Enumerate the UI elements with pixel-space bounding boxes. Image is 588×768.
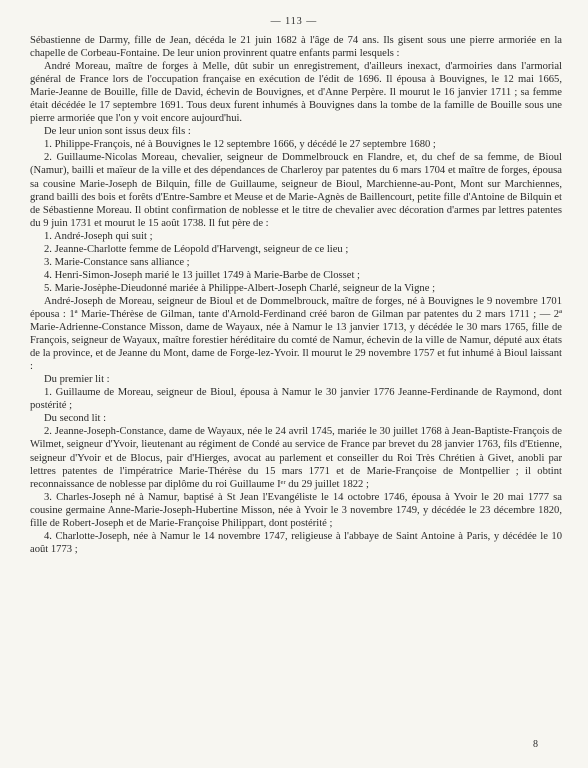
paragraph: De leur union sont issus deux fils : xyxy=(44,126,191,138)
paragraph: 1. Philippe-François, né à Bouvignes le 12 septembre 1666, y décédé le 27 septembre 1680 ; xyxy=(44,139,436,151)
paragraph: 1. André-Joseph qui suit ; xyxy=(44,230,153,242)
paragraph: 3. Marie-Constance sans alliance ; xyxy=(44,256,190,268)
paragraph: André-Joseph de Moreau, seigneur de Bioul et de Dommelbrouck, maître de forges, né à Bouvignes le 9 novembre 1701 épousa : 1ª Marie-Thérèse de Gilman, tante d'Arnold-Ferdinand créé baron de Gilman par patentes du 2 mars 1711 ; — 2ª Marie-Adrienne-Constance Misson, dame de Wayaux, née à Namur le 13 janvier 1713, y décédée le 30 mars 1765, fille de François, seigneur de Wayaux, maître forestier héréditaire du comté de Namur, échevin de la ville de Namur, député aux états de la province, et de Jeanne du Mont, dame de Forge-lez-Yvoir. Il mourut le 29 novembre 1757 et fut inhumé à Bioul laissant : xyxy=(30,295,562,373)
paragraph: André Moreau, maître de forges à Melle, dût subir un enregistrement, d'ailleurs inexact, d'armoiries dans l'armorial général de France lors de l'occupation française en exécution de l'édit de 1696. Il épousa à Bouvignes, le 12 mai 1665, Marie-Jeanne de Bouille, fille de David, échevin de Bouvignes, et d'Anne Perpère. Il mourut le 16 janvier 1711 ; sa femme était décédée le 17 septembre 1691. Tous deux furent inhumés à Bouvignes dans la tombe de la famille de Bouille sous une pierre armoriée que l'on y voit encore aujourd'hui. xyxy=(30,61,562,125)
paragraph: 4. Henri-Simon-Joseph marié le 13 juillet 1749 à Marie-Barbe de Closset ; xyxy=(44,269,360,281)
paragraph: 3. Charles-Joseph né à Namur, baptisé à St Jean l'Evangéliste le 14 octobre 1746, épousa à Yvoir le 20 mai 1777 sa cousine germaine Anne-Marie-Joseph-Hubertine Misson, née à Yvoir le 3 novembre 1749, y décédée le 23 décembre 1820, fille de Robert-Joseph et de Marie-Françoise Philippart, dont postérité ; xyxy=(30,491,562,529)
paragraph: 2. Jeanne-Joseph-Constance, dame de Wayaux, née le 24 avril 1745, mariée le 30 juillet 1768 à Jean-Baptiste-François de Wilmet, seigneur d'Yvoir, lieutenant au régiment de Condé au service de France par brevet du 28 janvier 1763, fils d'Etienne, seigneur d'Yvoir et de Blocus, pair d'Hierges, avocat au parlement et conseiller du Roi Très Chrétien à Givet, anobli par lettres patentes de l'impératrice Marie-Thérèse du 15 mars 1771 et de Marie-Françoise de Montpellier ; il obtint reconnaissance de noblesse par diplôme du roi Guillaume Iᵉʳ du 29 juillet 1822 ; xyxy=(30,426,562,490)
paragraph: Sébastienne de Darmy, fille de Jean, décéda le 21 juin 1682 à l'âge de 74 ans. Ils gisent sous une pierre armoriée en la chapelle de Corbeau-Fontaine. De leur union provinrent quatre enfants parmi lesquels : xyxy=(30,35,562,60)
paragraph: 1. Guillaume de Moreau, seigneur de Bioul, épousa à Namur le 30 janvier 1776 Jeanne-Ferdinande de Raymond, dont postérité ; xyxy=(30,387,562,412)
document-body xyxy=(30,34,562,556)
paragraph: 2. Guillaume-Nicolas Moreau, chevalier, seigneur de Dommelbrouck en Flandre, et, du chef de sa femme, de Bioul (Namur), bailli et maïeur de la ville et des dépendances de Charleroy par patentes du 6 mars 1704 et maître de forges, épousa sa cousine Marie-Joseph de Bilquin, fille de Guillaume, seigneur de Bioul, Marchienne-au-Pont, Mont sur Marchiennes, grand bailli des bois et forêts d'Entre-Sambre et Meuse et de Marie-Agnès de Baillencourt, petite fille d'Antoine de Bilquin et de Sébastienne Moreau. Il obtint confirmation de noblesse et le titre de chevalier avec décoration d'armes par lettres patentes du 9 juin 1731 et mourut le 15 août 1738. Il fut père de : xyxy=(30,152,562,229)
paragraph: Du premier lit : xyxy=(44,374,110,386)
paragraph: 5. Marie-Josèphe-Dieudonné mariée à Philippe-Albert-Joseph Charlé, seigneur de la Vigne ; xyxy=(44,282,436,294)
page-number: — 113 — xyxy=(270,16,318,27)
paragraph: 2. Jeanne-Charlotte femme de Léopold d'Harvengt, seigneur de ce lieu ; xyxy=(44,243,349,255)
signature-mark: 8 xyxy=(533,739,538,750)
paragraph: Du second lit : xyxy=(44,413,107,425)
paragraph: 4. Charlotte-Joseph, née à Namur le 14 novembre 1747, religieuse à l'abbaye de Saint Antoine à Paris, y décédée le 10 août 1773 ; xyxy=(30,530,562,555)
